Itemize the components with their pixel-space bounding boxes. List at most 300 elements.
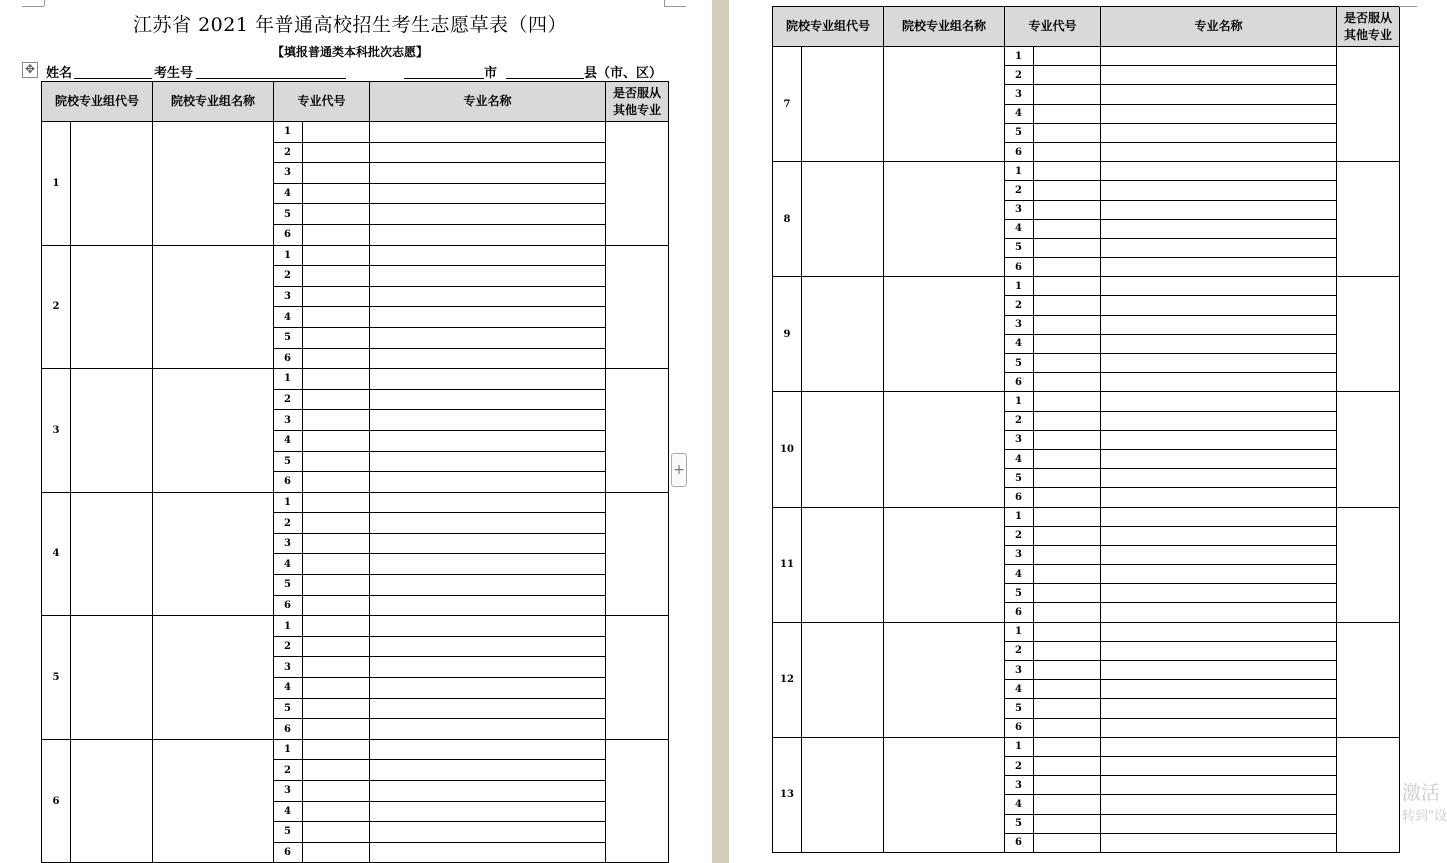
major-code-cell[interactable] [303,307,370,328]
major-code-cell[interactable] [303,472,370,493]
comply-cell[interactable] [1337,162,1400,277]
group-number: 3 [42,369,71,493]
major-index: 3 [1005,200,1034,219]
major-code-cell[interactable] [303,142,370,163]
document-subtitle: 【填报普通类本科批次志愿】 [271,45,428,59]
group-name-cell[interactable] [884,507,1005,622]
major-index: 4 [274,183,303,204]
major-name-cell[interactable] [1101,47,1337,66]
document-page-1 [0,0,712,863]
watermark-line-2: 转到"设 [1402,809,1447,824]
group-number: 5 [42,616,71,740]
comply-cell[interactable] [1337,277,1400,392]
major-code-cell[interactable] [1034,680,1101,699]
group-code-cell[interactable] [802,622,884,737]
col-header-group-name: 院校专业组名称 [884,7,1005,47]
group-number: 2 [42,245,71,369]
major-code-cell[interactable] [1034,315,1101,334]
major-name-cell[interactable] [370,224,606,245]
major-name-cell[interactable] [370,410,606,431]
major-code-cell[interactable] [1034,296,1101,315]
major-code-cell[interactable] [1034,47,1101,66]
major-code-cell[interactable] [303,822,370,843]
major-name-cell[interactable] [1101,238,1337,257]
major-index: 2 [1005,756,1034,775]
major-index: 4 [1005,219,1034,238]
group-name-cell[interactable] [153,369,274,493]
major-code-cell[interactable] [303,760,370,781]
major-index: 4 [1005,565,1034,584]
major-code-cell[interactable] [303,616,370,637]
major-index: 3 [1005,430,1034,449]
major-index: 1 [1005,622,1034,641]
major-index: 4 [1005,449,1034,468]
major-name-cell[interactable] [370,369,606,390]
major-index: 3 [274,533,303,554]
major-index: 6 [274,595,303,616]
comply-cell[interactable] [1337,507,1400,622]
major-code-cell[interactable] [303,369,370,390]
major-code-cell[interactable] [303,657,370,678]
major-name-cell[interactable] [1101,680,1337,699]
major-index: 1 [274,245,303,266]
major-index: 3 [274,286,303,307]
name-field[interactable] [74,78,152,79]
major-name-cell[interactable] [1101,200,1337,219]
major-code-cell[interactable] [1034,85,1101,104]
major-name-cell[interactable] [370,822,606,843]
table-row [42,245,669,266]
group-name-cell[interactable] [153,492,274,616]
major-name-cell[interactable] [1101,430,1337,449]
group-code-cell[interactable] [802,47,884,162]
major-name-cell[interactable] [1101,277,1337,296]
major-name-cell[interactable] [370,698,606,719]
major-name-cell[interactable] [370,595,606,616]
major-code-cell[interactable] [1034,104,1101,123]
major-index: 5 [274,451,303,472]
comply-cell[interactable] [1337,392,1400,507]
page-gutter [712,0,729,863]
major-name-cell[interactable] [1101,85,1337,104]
major-code-cell[interactable] [303,513,370,534]
major-name-cell[interactable] [370,245,606,266]
major-index: 3 [1005,315,1034,334]
major-index: 2 [274,266,303,287]
group-number: 10 [773,392,802,507]
major-index: 5 [1005,699,1034,718]
major-code-cell[interactable] [1034,219,1101,238]
exam-no-field[interactable] [196,78,346,79]
group-number: 9 [773,277,802,392]
major-index: 3 [274,410,303,431]
comply-cell[interactable] [606,122,669,246]
major-index: 5 [274,698,303,719]
major-name-cell[interactable] [370,760,606,781]
group-code-cell[interactable] [802,277,884,392]
major-index: 5 [274,327,303,348]
major-name-cell[interactable] [1101,469,1337,488]
major-code-cell[interactable] [1034,469,1101,488]
major-name-cell[interactable] [370,286,606,307]
major-index: 6 [1005,718,1034,737]
major-name-cell[interactable] [1101,756,1337,775]
group-name-cell[interactable] [153,122,274,246]
major-index: 4 [1005,104,1034,123]
major-code-cell[interactable] [1034,123,1101,142]
major-name-cell[interactable] [1101,488,1337,507]
major-name-cell[interactable] [1101,507,1337,526]
comply-header-line: 是否服从 [1344,10,1393,25]
major-code-cell[interactable] [303,286,370,307]
major-name-cell[interactable] [370,739,606,760]
move-icon[interactable]: ✥ [22,62,38,78]
major-code-cell[interactable] [1034,737,1101,756]
major-index: 2 [274,636,303,657]
group-number: 8 [773,162,802,277]
major-code-cell[interactable] [303,266,370,287]
major-name-cell[interactable] [1101,603,1337,622]
major-code-cell[interactable] [1034,603,1101,622]
major-index: 6 [1005,373,1034,392]
major-index: 1 [274,492,303,513]
major-name-cell[interactable] [1101,584,1337,603]
major-name-cell[interactable] [370,204,606,225]
major-code-cell[interactable] [1034,142,1101,161]
document-page-2 [729,0,1447,863]
major-name-cell[interactable] [370,472,606,493]
table-row [773,47,1400,66]
watermark-line-1: 激活 [1402,782,1441,804]
major-name-cell[interactable] [1101,622,1337,641]
group-name-cell[interactable] [884,162,1005,277]
major-name-cell[interactable] [370,533,606,554]
major-name-cell[interactable] [370,307,606,328]
major-code-cell[interactable] [1034,507,1101,526]
major-name-cell[interactable] [370,801,606,822]
major-index: 6 [274,842,303,863]
major-index: 4 [274,430,303,451]
major-index: 1 [274,122,303,143]
major-code-cell[interactable] [1034,334,1101,353]
major-code-cell[interactable] [303,781,370,802]
table-row [773,622,1400,641]
major-code-cell[interactable] [1034,545,1101,564]
group-code-cell[interactable] [802,162,884,277]
major-code-cell[interactable] [303,678,370,699]
comply-cell[interactable] [606,492,669,616]
activation-watermark [732,778,1447,824]
volunteer-table-left [41,81,669,863]
table-row [42,616,669,637]
major-name-cell[interactable] [370,430,606,451]
major-code-cell[interactable] [303,430,370,451]
major-name-cell[interactable] [1101,123,1337,142]
major-name-cell[interactable] [1101,334,1337,353]
major-index: 3 [1005,85,1034,104]
major-code-cell[interactable] [303,739,370,760]
major-index: 3 [274,657,303,678]
major-code-cell[interactable] [1034,162,1101,181]
major-code-cell[interactable] [303,389,370,410]
comply-cell[interactable] [1337,622,1400,737]
major-index: 6 [1005,833,1034,852]
major-code-cell[interactable] [303,410,370,431]
major-code-cell[interactable] [303,698,370,719]
major-name-cell[interactable] [1101,661,1337,680]
group-number: 6 [42,739,71,863]
major-name-cell[interactable] [370,348,606,369]
comply-cell[interactable] [606,369,669,493]
group-code-cell[interactable] [71,245,153,369]
major-name-cell[interactable] [1101,354,1337,373]
major-index: 5 [1005,238,1034,257]
major-index: 6 [274,719,303,740]
major-code-cell[interactable] [1034,238,1101,257]
major-index: 2 [1005,296,1034,315]
group-number: 1 [42,122,71,246]
major-name-cell[interactable] [1101,162,1337,181]
major-index: 1 [1005,507,1034,526]
major-code-cell[interactable] [1034,411,1101,430]
major-code-cell[interactable] [1034,756,1101,775]
major-index: 3 [274,163,303,184]
major-index: 5 [1005,123,1034,142]
major-name-cell[interactable] [370,266,606,287]
major-index: 1 [1005,737,1034,756]
major-index: 6 [1005,258,1034,277]
major-name-cell[interactable] [1101,181,1337,200]
major-name-cell[interactable] [1101,315,1337,334]
major-code-cell[interactable] [303,163,370,184]
group-name-cell[interactable] [153,616,274,740]
group-code-cell[interactable] [71,739,153,863]
major-name-cell[interactable] [1101,641,1337,660]
table-row [42,739,669,760]
major-name-cell[interactable] [1101,392,1337,411]
major-code-cell[interactable] [1034,449,1101,468]
major-name-cell[interactable] [370,389,606,410]
major-index: 5 [274,575,303,596]
major-code-cell[interactable] [1034,373,1101,392]
major-index: 4 [1005,795,1034,814]
comply-cell[interactable] [606,616,669,740]
major-name-cell[interactable] [370,636,606,657]
table-row [773,277,1400,296]
major-name-cell[interactable] [1101,411,1337,430]
major-code-cell[interactable] [1034,200,1101,219]
exam-no-label: 考生号 [154,66,194,81]
major-name-cell[interactable] [370,492,606,513]
comply-cell[interactable] [606,739,669,863]
group-name-cell[interactable] [884,622,1005,737]
major-index: 5 [1005,469,1034,488]
major-code-cell[interactable] [1034,277,1101,296]
city-label: 市 [484,66,498,81]
major-name-cell[interactable] [370,122,606,143]
group-number: 7 [773,47,802,162]
table-row [42,369,669,390]
major-name-cell[interactable] [1101,833,1337,852]
major-name-cell[interactable] [370,183,606,204]
major-code-cell[interactable] [303,719,370,740]
major-code-cell[interactable] [303,183,370,204]
major-code-cell[interactable] [1034,430,1101,449]
major-name-cell[interactable] [370,513,606,534]
major-code-cell[interactable] [1034,354,1101,373]
major-name-cell[interactable] [1101,66,1337,85]
major-code-cell[interactable] [1034,641,1101,660]
major-index: 2 [1005,526,1034,545]
document-title: 江苏省 2021 年普通高校招生考生志愿草表（四） [133,14,567,36]
major-code-cell[interactable] [303,533,370,554]
major-name-cell[interactable] [1101,258,1337,277]
major-code-cell[interactable] [1034,66,1101,85]
group-code-cell[interactable] [71,122,153,246]
major-code-cell[interactable] [1034,833,1101,852]
major-name-cell[interactable] [370,657,606,678]
major-name-cell[interactable] [370,327,606,348]
table-row [42,122,669,143]
major-code-cell[interactable] [303,245,370,266]
county-field[interactable] [506,78,584,79]
group-name-cell[interactable] [884,392,1005,507]
major-name-cell[interactable] [1101,373,1337,392]
major-name-cell[interactable] [370,163,606,184]
group-code-cell[interactable] [71,616,153,740]
major-code-cell[interactable] [1034,392,1101,411]
major-name-cell[interactable] [1101,565,1337,584]
group-name-cell[interactable] [884,47,1005,162]
major-index: 5 [1005,354,1034,373]
col-header-major-code: 专业代号 [274,82,370,122]
major-name-cell[interactable] [1101,142,1337,161]
col-header-comply [1337,7,1400,47]
major-index: 4 [1005,334,1034,353]
major-name-cell[interactable] [370,842,606,863]
major-name-cell[interactable] [1101,449,1337,468]
plus-icon[interactable]: + [671,453,687,487]
group-number: 13 [773,737,802,852]
major-index: 6 [1005,603,1034,622]
major-index: 5 [274,204,303,225]
major-name-cell[interactable] [1101,104,1337,123]
comply-cell[interactable] [606,245,669,369]
major-code-cell[interactable] [1034,584,1101,603]
major-name-cell[interactable] [1101,718,1337,737]
major-index: 1 [274,369,303,390]
major-name-cell[interactable] [1101,219,1337,238]
major-name-cell[interactable] [370,781,606,802]
major-index: 3 [274,781,303,802]
major-index: 1 [1005,47,1034,66]
major-index: 6 [274,348,303,369]
group-name-cell[interactable] [153,245,274,369]
major-name-cell[interactable] [370,451,606,472]
major-name-cell[interactable] [370,142,606,163]
major-index: 6 [1005,488,1034,507]
city-field[interactable] [404,78,484,79]
student-info-line [46,62,676,80]
major-index: 3 [1005,661,1034,680]
major-code-cell[interactable] [303,204,370,225]
major-index: 1 [1005,392,1034,411]
major-index: 1 [1005,277,1034,296]
major-code-cell[interactable] [303,554,370,575]
table-header-row [773,7,1400,47]
volunteer-table-right [772,6,1400,853]
table-header-row [42,82,669,122]
major-index: 5 [1005,584,1034,603]
major-code-cell[interactable] [303,451,370,472]
major-index: 4 [274,554,303,575]
major-index: 4 [1005,680,1034,699]
comply-cell[interactable] [1337,47,1400,162]
major-code-cell[interactable] [303,842,370,863]
major-index: 4 [274,801,303,822]
major-index: 1 [1005,162,1034,181]
major-name-cell[interactable] [1101,526,1337,545]
major-code-cell[interactable] [1034,488,1101,507]
major-code-cell[interactable] [303,348,370,369]
major-code-cell[interactable] [1034,181,1101,200]
major-code-cell[interactable] [1034,718,1101,737]
crop-mark [1399,6,1417,7]
major-index: 2 [1005,66,1034,85]
major-code-cell[interactable] [303,801,370,822]
group-code-cell[interactable] [71,369,153,493]
group-code-cell[interactable] [802,507,884,622]
major-index: 2 [274,142,303,163]
col-header-comply [606,82,669,122]
major-name-cell[interactable] [1101,296,1337,315]
major-index: 2 [274,389,303,410]
major-index: 3 [1005,545,1034,564]
crop-mark [22,6,44,7]
major-code-cell[interactable] [303,492,370,513]
crop-mark [664,6,686,7]
group-code-cell[interactable] [802,392,884,507]
major-code-cell[interactable] [303,224,370,245]
major-code-cell[interactable] [1034,622,1101,641]
col-header-group-code: 院校专业组代号 [773,7,884,47]
major-code-cell[interactable] [303,636,370,657]
major-code-cell[interactable] [1034,526,1101,545]
major-code-cell[interactable] [303,327,370,348]
group-name-cell[interactable] [884,277,1005,392]
major-code-cell[interactable] [1034,661,1101,680]
major-name-cell[interactable] [370,616,606,637]
group-code-cell[interactable] [71,492,153,616]
major-index: 1 [274,616,303,637]
major-index: 2 [274,760,303,781]
group-name-cell[interactable] [153,739,274,863]
major-code-cell[interactable] [1034,699,1101,718]
major-name-cell[interactable] [370,719,606,740]
major-code-cell[interactable] [1034,258,1101,277]
major-name-cell[interactable] [370,554,606,575]
major-code-cell[interactable] [303,122,370,143]
major-code-cell[interactable] [303,575,370,596]
major-name-cell[interactable] [370,678,606,699]
comply-header-line: 其他专业 [1344,27,1393,42]
major-code-cell[interactable] [1034,565,1101,584]
major-name-cell[interactable] [1101,737,1337,756]
major-name-cell[interactable] [370,575,606,596]
major-name-cell[interactable] [1101,699,1337,718]
major-code-cell[interactable] [303,595,370,616]
major-name-cell[interactable] [1101,545,1337,564]
